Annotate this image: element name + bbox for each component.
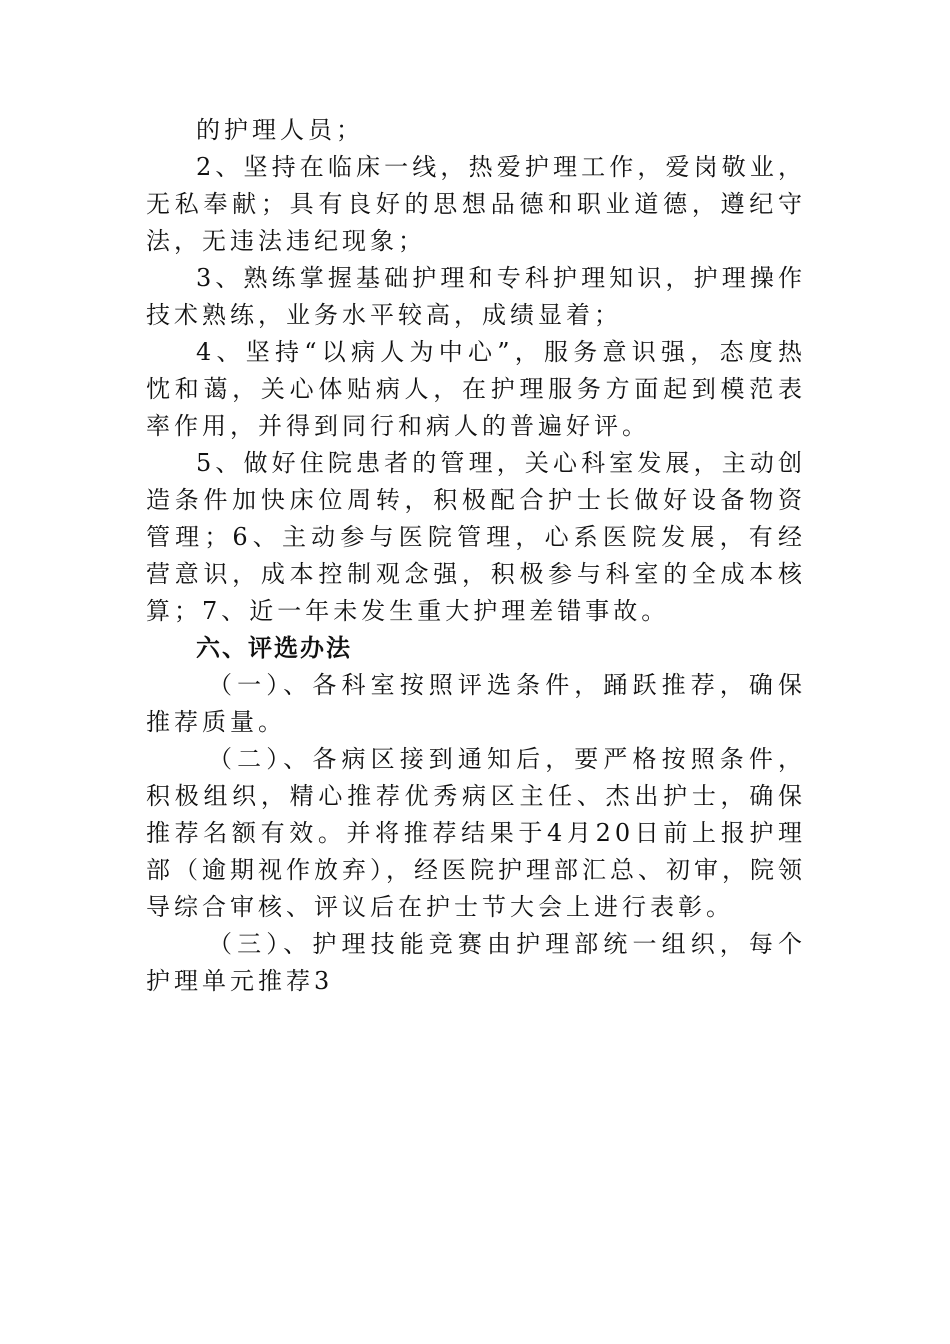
method-item-1: （一）、各科室按照评选条件，踊跃推荐，确保推荐质量。 (146, 671, 806, 736)
criterion-4: 4、坚持“以病人为中心”，服务意识强，态度热忱和蔼，关心体贴病人，在护理服务方面起到模范表率作用，并得到同行和病人的普遍好评。 (146, 338, 806, 440)
section-heading: 六、评选办法 (196, 634, 352, 662)
method-item-3: （三）、护理技能竞赛由护理部统一组织，每个护理单元推荐3 (146, 930, 806, 995)
paragraph-continuation: 的护理人员； (196, 116, 364, 144)
document-body (146, 112, 806, 1000)
method-item-2: （二）、各病区接到通知后，要严格按照条件，积极组织，精心推荐优秀病区主任、杰出护士，确保推荐名额有效。并将推荐结果于4月20日前上报护理部（逾期视作放弃），经医院护理部汇总、初审，院领导综合审核、评议后在护士节大会上进行表彰。 (146, 745, 806, 921)
criterion-5-7: 5、做好住院患者的管理，关心科室发展，主动创造条件加快床位周转，积极配合护士长做好设备物资管理；6、主动参与医院管理，心系医院发展，有经营意识，成本控制观念强，积极参与科室的全成本核算；7、近一年未发生重大护理差错事故。 (146, 449, 806, 625)
criterion-3: 3、熟练掌握基础护理和专科护理知识，护理操作技术熟练，业务水平较高，成绩显着； (146, 264, 806, 329)
criterion-2: 2、坚持在临床一线，热爱护理工作，爱岗敬业，无私奉献；具有良好的思想品德和职业道德，遵纪守法，无违法违纪现象； (146, 153, 806, 255)
